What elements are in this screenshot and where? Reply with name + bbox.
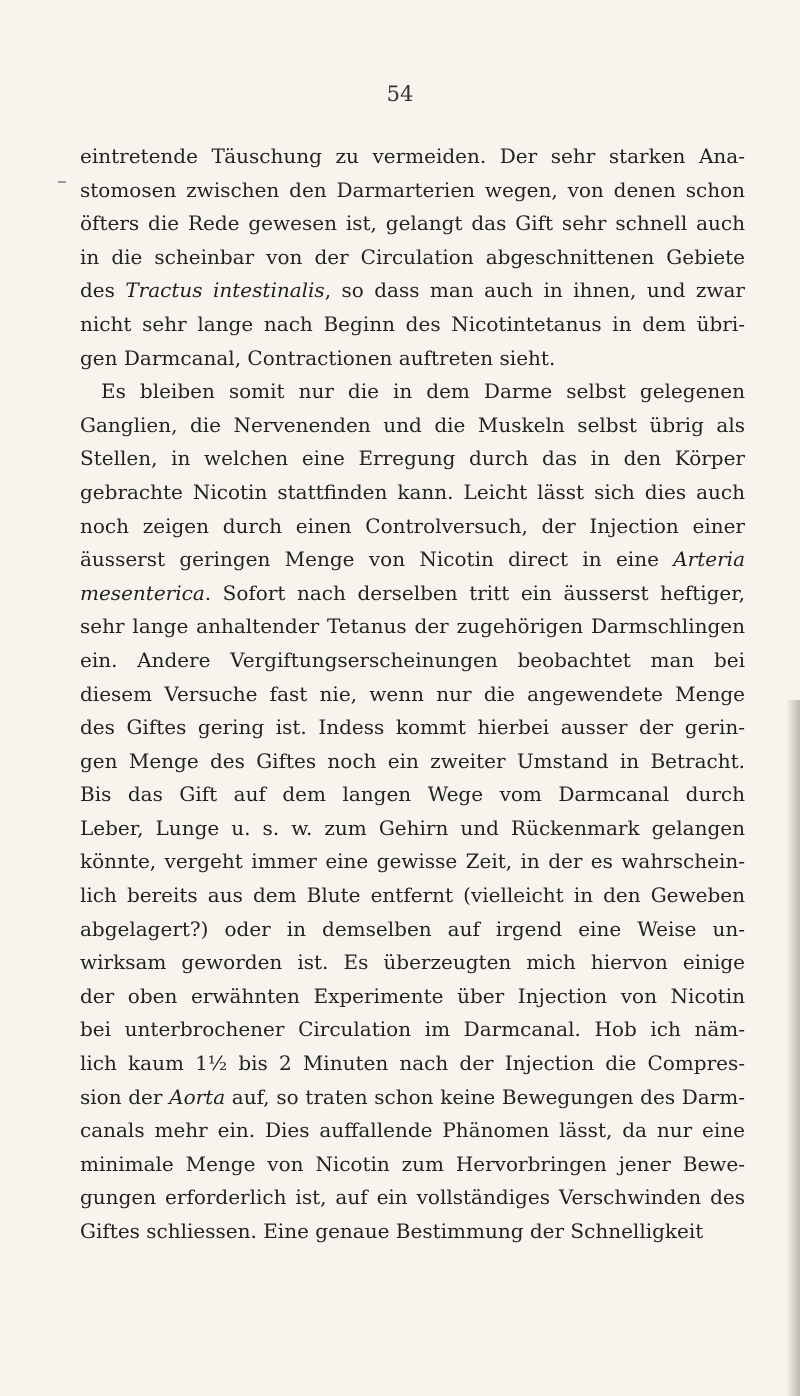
text-line: des Tractus intestinalis, so dass man auch in ihnen, und zwar	[80, 278, 745, 303]
margin-mark	[58, 181, 66, 183]
text-line: könnte, vergeht immer eine gewisse Zeit, in der es wahrschein-	[80, 849, 745, 874]
text-line: minimale Menge von Nicotin zum Hervorbringen jener Bewe-	[80, 1151, 745, 1176]
text-line: bei unterbrochener Circulation im Darmcanal. Hob ich näm-	[80, 1017, 745, 1042]
page-number: 54	[386, 82, 414, 106]
text-line: gungen erforderlich ist, auf ein vollständiges Verschwinden des	[80, 1185, 745, 1210]
text-line: gen Menge des Giftes noch ein zweiter Umstand in Betracht.	[80, 748, 745, 773]
text-line: stomosen zwischen den Darmarterien wegen, von denen schon	[80, 177, 745, 202]
text-line: wirksam geworden ist. Es überzeugten mich hiervon einige	[80, 950, 745, 975]
text-line: öfters die Rede gewesen ist, gelangt das Gift sehr schnell auch	[80, 211, 745, 236]
text-line: sehr lange anhaltender Tetanus der zugehörigen Darmschlingen	[80, 614, 745, 639]
text-line: diesem Versuche fast nie, wenn nur die angewendete Menge	[80, 681, 745, 706]
text-line: mesenterica. Sofort nach derselben tritt ein äusserst heftiger,	[80, 580, 745, 605]
page-edge-shadow	[786, 700, 800, 1396]
text-line: ein. Andere Vergiftungserscheinungen beobachtet man bei	[80, 647, 745, 672]
text-line: noch zeigen durch einen Controlversuch, der Injection einer	[80, 513, 745, 538]
text-line: Ganglien, die Nervenenden und die Muskeln selbst übrig als	[80, 412, 745, 437]
text-line: canals mehr ein. Dies auffallende Phänomen lässt, da nur eine	[80, 1118, 745, 1143]
text-line: äusserst geringen Menge von Nicotin direct in eine Arteria	[80, 547, 745, 572]
body-text	[80, 140, 745, 1249]
text-line: eintretende Täuschung zu vermeiden. Der sehr starken Ana-	[80, 144, 745, 168]
text-line: Es bleiben somit nur die in dem Darme selbst gelegenen	[101, 379, 745, 404]
text-line: sion der Aorta auf, so traten schon keine Bewegungen des Darm-	[80, 1084, 745, 1109]
text-line: Giftes schliessen. Eine genaue Bestimmung der Schnelligkeit	[80, 1219, 704, 1243]
text-line: Bis das Gift auf dem langen Wege vom Darmcanal durch	[80, 782, 745, 807]
text-line: gebrachte Nicotin stattfinden kann. Leicht lässt sich dies auch	[80, 479, 745, 504]
text-line: lich kaum 1½ bis 2 Minuten nach der Injection die Compres-	[80, 1051, 745, 1076]
text-line: Leber, Lunge u. s. w. zum Gehirn und Rückenmark gelangen	[80, 815, 745, 840]
text-line: abgelagert?) oder in demselben auf irgend eine Weise un-	[80, 916, 745, 941]
text-line: lich bereits aus dem Blute entfernt (vielleicht in den Geweben	[80, 883, 745, 908]
text-line: der oben erwähnten Experimente über Injection von Nicotin	[80, 983, 745, 1008]
text-line: nicht sehr lange nach Beginn des Nicotintetanus in dem übri-	[80, 311, 745, 336]
text-line: gen Darmcanal, Contractionen auftreten sieht.	[80, 345, 556, 370]
text-line: Stellen, in welchen eine Erregung durch das in den Körper	[80, 446, 745, 471]
text-line: in die scheinbar von der Circulation abgeschnittenen Gebiete	[80, 244, 745, 269]
text-line: des Giftes gering ist. Indess kommt hierbei ausser der gerin-	[80, 715, 745, 740]
